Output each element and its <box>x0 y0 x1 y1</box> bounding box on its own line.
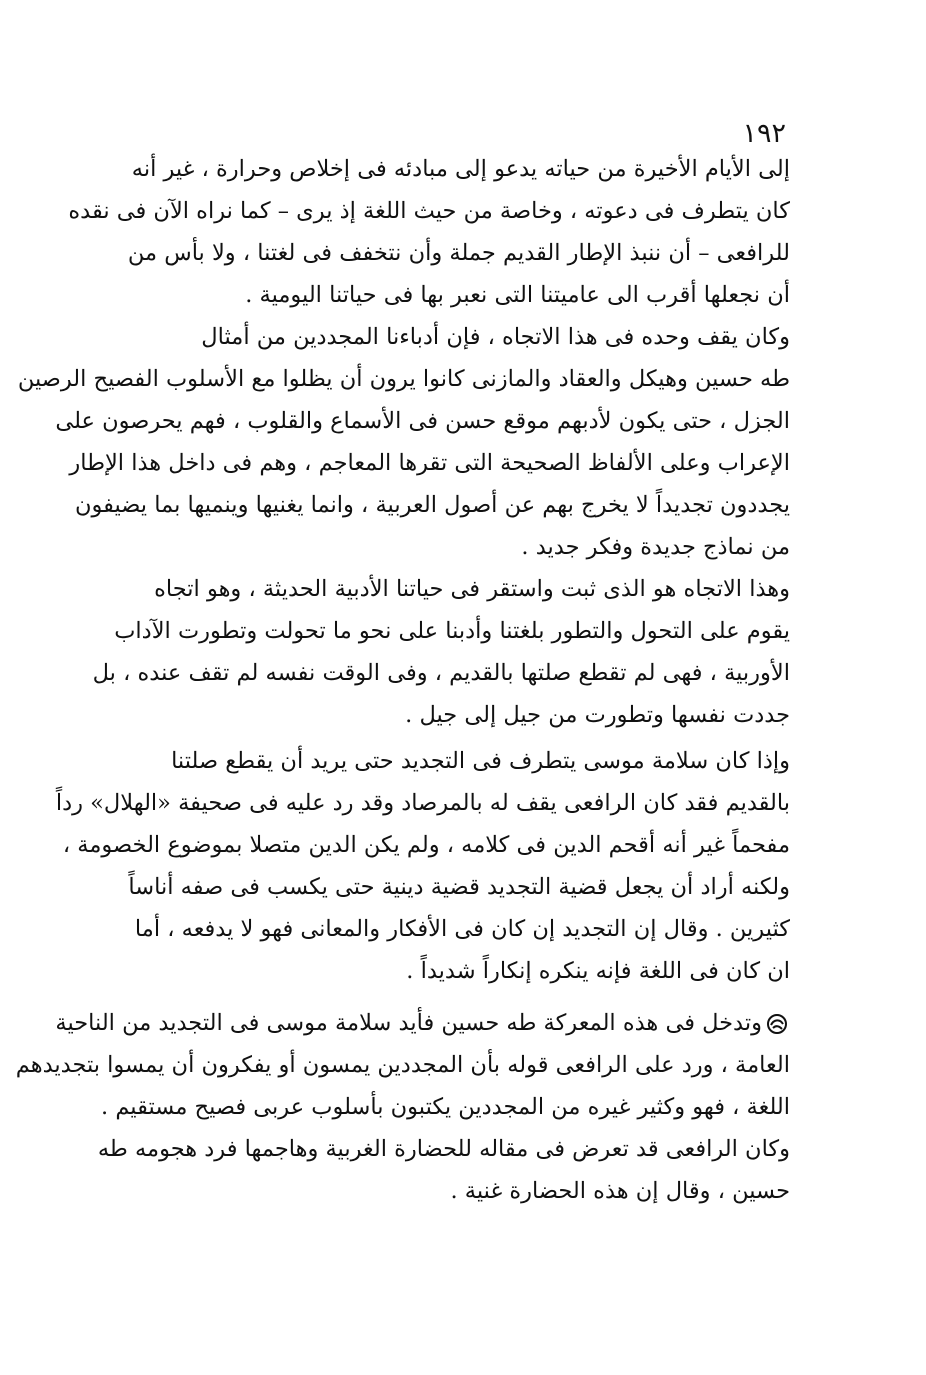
text-line: بالقديم فقد كان الرافعى يقف له بالمرصاد وقد رد عليه فى صحيفة «الهلال» رداً <box>55 790 790 816</box>
text-line: وكان يقف وحده فى هذا الاتجاه ، فإن أدباءنا المجددين من أمثال <box>201 324 790 350</box>
text-line: الأوربية ، فهى لم تقطع صلتها بالقديم ، وفى الوقت نفسه لم تقف عنده ، بل <box>92 660 790 686</box>
text-line: وكان الرافعى قد تعرض فى مقاله للحضارة الغربية وهاجمها فرد هجومه طه <box>97 1136 790 1162</box>
text-line: وإذا كان سلامة موسى يتطرف فى التجديد حتى يريد أن يقطع صلتنا <box>171 748 790 774</box>
text-line: أن نجعلها أقرب الى عاميتنا التى نعبر بها فى حياتنا اليومية . <box>245 282 790 308</box>
text-line: يجددون تجديداً لا يخرج بهم عن أصول العربية ، وانما يغنيها وينميها بما يضيفون <box>74 492 790 518</box>
text-line-content: وتدخل فى هذه المعركة طه حسين فأيد سلامة موسى فى التجديد من الناحية <box>55 1010 762 1036</box>
body-text <box>15 148 790 1212</box>
text-line: الجزل ، حتى يكون لأدبهم موقع حسن فى الأسماع والقلوب ، فهم يحرصون على <box>55 408 790 434</box>
text-line: العامة ، ورد على الرافعى قوله بأن المجددين يمسون أو يفكرون أن يمسوا بتجديدهم <box>15 1052 790 1078</box>
paragraph-gap <box>118 992 790 1002</box>
text-line: ولكنه أراد أن يجعل قضية التجديد قضية دينية حتى يكسب فى صفه أناساً <box>128 874 790 900</box>
text-line: إلى الأيام الأخيرة من حياته يدعو إلى مبادئه فى إخلاص وحرارة ، غير أنه <box>131 156 790 182</box>
text-line: مفحماً غير أنه أقحم الدين فى كلامه ، ولم يكن الدين متصلا بموضوع الخصومة ، <box>62 832 790 858</box>
text-line: يقوم على التحول والتطور بلغتنا وأدبنا على نحو ما تحولت وتطورت الآداب <box>114 618 790 644</box>
text-line: طه حسين وهيكل والعقاد والمازنى كانوا يرون أن يظلوا مع الأسلوب الفصيح الرصين <box>17 366 790 392</box>
text-line: كان يتطرف فى دعوته ، وخاصة من حيث اللغة إذ يرى – كما نراه الآن فى نقده <box>68 198 790 224</box>
text-line: حسين ، وقال إن هذه الحضارة غنية . <box>450 1178 790 1204</box>
page-number: ١٩٢ <box>742 118 786 149</box>
text-line: ان كان فى اللغة فإنه ينكره إنكاراً شديداً . <box>406 958 790 984</box>
text-line: كثيرين . وقال إن التجديد إن كان فى الأفكار والمعانى فهو لا يدفعه ، أما <box>134 916 790 942</box>
text-line: من نماذج جديدة وفكر جديد . <box>521 534 790 560</box>
text-line: اللغة ، فهو وكثير غيره من المجددين يكتبون بأسلوب عربى فصيح مستقيم . <box>101 1094 790 1120</box>
library-stamp-icon <box>764 1012 790 1036</box>
text-line: للرافعى – أن ننبذ الإطار القديم جملة وأن نتخفف فى لغتنا ، ولا بأس من <box>127 240 790 266</box>
text-line: الإعراب وعلى الألفاظ الصحيحة التى تقرها المعاجم ، وهم فى داخل هذا الإطار <box>69 450 790 476</box>
text-line: وهذا الاتجاه هو الذى ثبت واستقر فى حياتنا الأدبية الحديثة ، وهو اتجاه <box>154 576 790 602</box>
text-line: جددت نفسها وتطورت من جيل إلى جيل . <box>405 702 790 728</box>
text-line-with-stamp <box>55 1002 790 1044</box>
